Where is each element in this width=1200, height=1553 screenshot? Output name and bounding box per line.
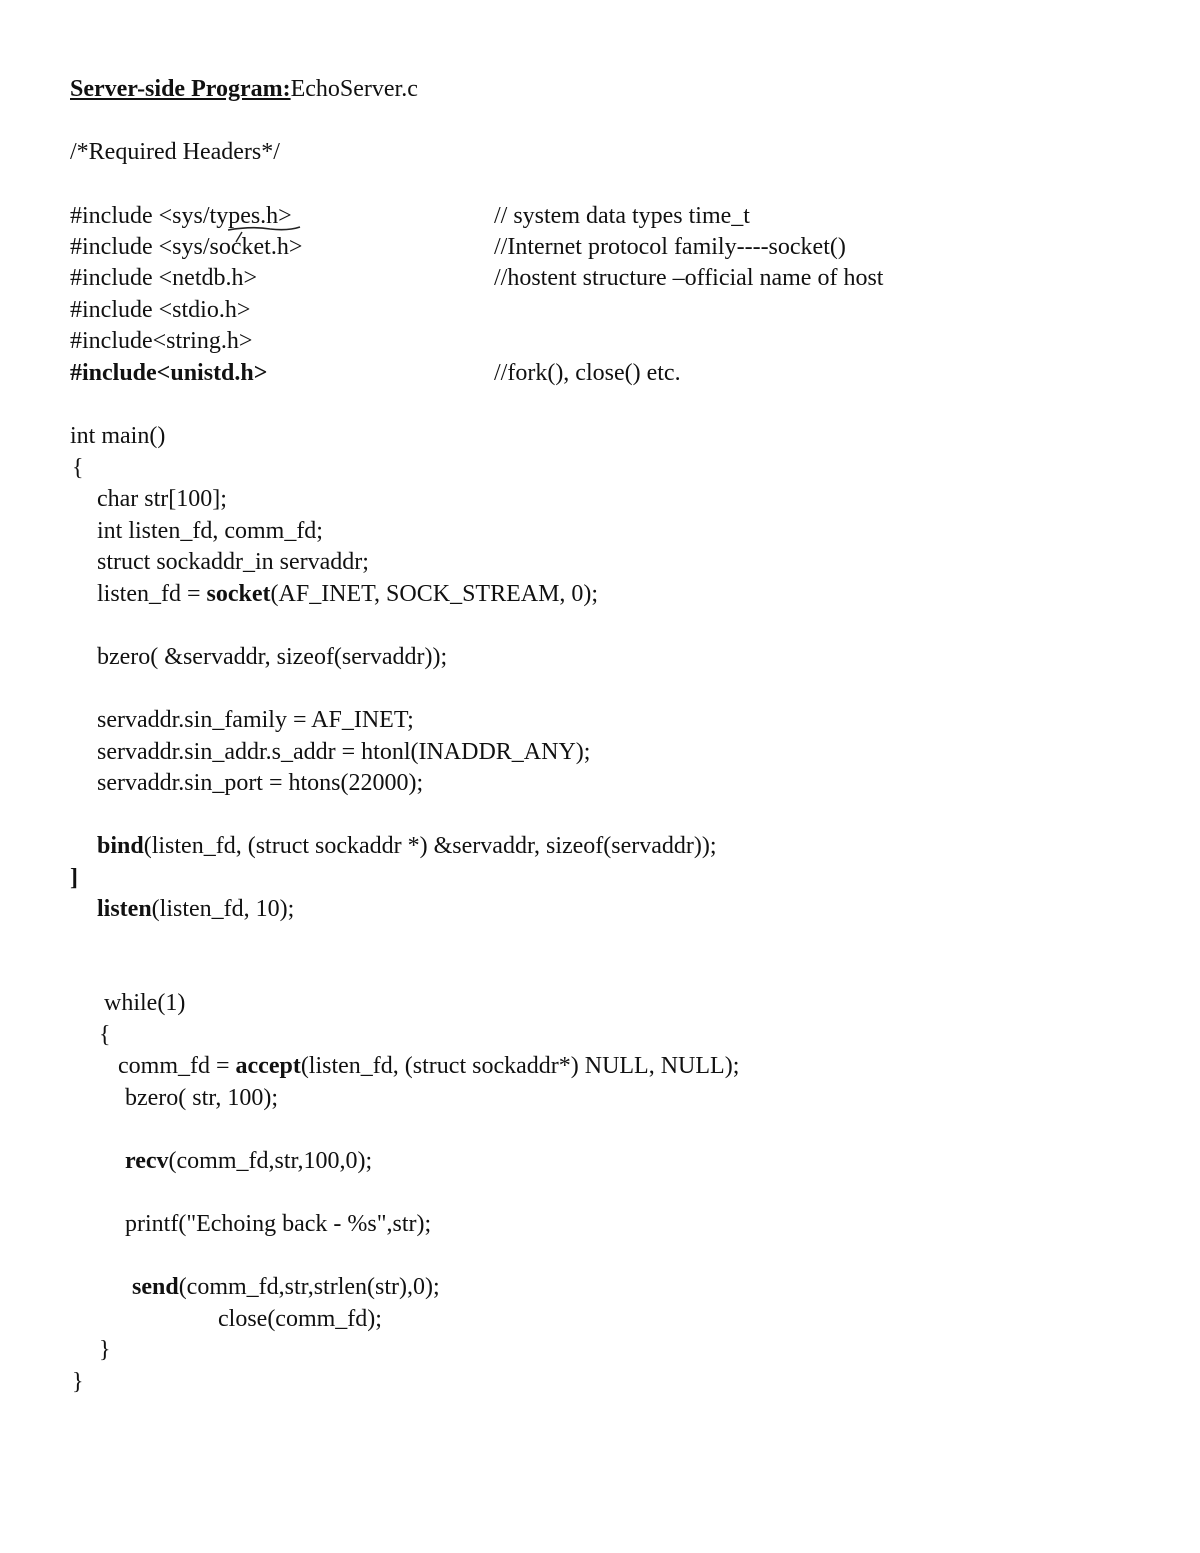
title-label: Server-side Program: [70, 76, 291, 102]
recv-call-line [125, 1149, 372, 1173]
while-line: while(1) [104, 990, 186, 1016]
listen-args: (listen_fd, 10); [151, 896, 295, 922]
title-filename: EchoServer.c [290, 76, 418, 102]
header-comment: /*Required Headers*/ [70, 139, 280, 165]
include-comment-unistd: //fork(), close() etc. [494, 360, 681, 386]
recv-args: (comm_fd,str,100,0); [168, 1148, 373, 1174]
sin-addr-line: servaddr.sin_addr.s_addr = htonl(INADDR_ANY); [97, 739, 591, 765]
listen-call-line [97, 897, 294, 921]
send-call-line [132, 1275, 440, 1299]
while-close-brace: } [99, 1337, 111, 1363]
include-comment-types: // system data types time_t [494, 203, 750, 229]
main-close-brace: } [72, 1369, 84, 1395]
send-args: (comm_fd,str,strlen(str),0); [178, 1274, 440, 1300]
accept-call-line [118, 1054, 739, 1078]
printf-line: printf("Echoing back - %s",str); [125, 1211, 432, 1237]
decl-servaddr: struct sockaddr_in servaddr; [97, 549, 369, 575]
include-comment-netdb: //hostent structure –official name of host [494, 265, 884, 291]
accept-fn: accept [235, 1053, 301, 1079]
sin-port-line: servaddr.sin_port = htons(22000); [97, 770, 424, 796]
include-line-stdio: #include <stdio.h> [70, 297, 251, 323]
main-open-brace: { [72, 455, 84, 481]
decl-str: char str[100]; [97, 486, 227, 512]
bzero-servaddr-line: bzero( &servaddr, sizeof(servaddr)); [97, 644, 448, 670]
listen-fn: listen [97, 896, 152, 922]
include-line-types: #include <sys/types.h> [70, 203, 292, 229]
include-comment-socket: //Internet protocol family----socket() [494, 234, 846, 260]
bind-call-line [97, 834, 717, 858]
stray-mark: ] [70, 865, 78, 891]
include-line-netdb: #include <netdb.h> [70, 265, 258, 291]
bzero-str-line: bzero( str, 100); [125, 1085, 278, 1111]
include-line-unistd: #include<unistd.h> [70, 360, 268, 386]
while-open-brace: { [99, 1022, 111, 1048]
socket-assign: listen_fd = [97, 581, 207, 607]
recv-fn: recv [125, 1148, 169, 1174]
page-title [70, 77, 418, 101]
bind-fn: bind [97, 833, 144, 859]
main-signature: int main() [70, 423, 166, 449]
sin-family-line: servaddr.sin_family = AF_INET; [97, 707, 414, 733]
accept-assign: comm_fd = [118, 1053, 236, 1079]
include-line-string: #include<string.h> [70, 328, 253, 354]
accept-args: (listen_fd, (struct sockaddr*) NULL, NULL); [300, 1053, 740, 1079]
include-line-socket: #include <sys/socket.h> [70, 234, 303, 260]
socket-fn: socket [206, 581, 271, 607]
socket-args: (AF_INET, SOCK_STREAM, 0); [270, 581, 599, 607]
send-fn: send [132, 1274, 179, 1300]
socket-call-line [97, 582, 598, 606]
bind-args: (listen_fd, (struct sockaddr *) &servaddr, sizeof(servaddr)); [143, 833, 717, 859]
decl-fds: int listen_fd, comm_fd; [97, 518, 323, 544]
close-line: close(comm_fd); [218, 1306, 382, 1332]
